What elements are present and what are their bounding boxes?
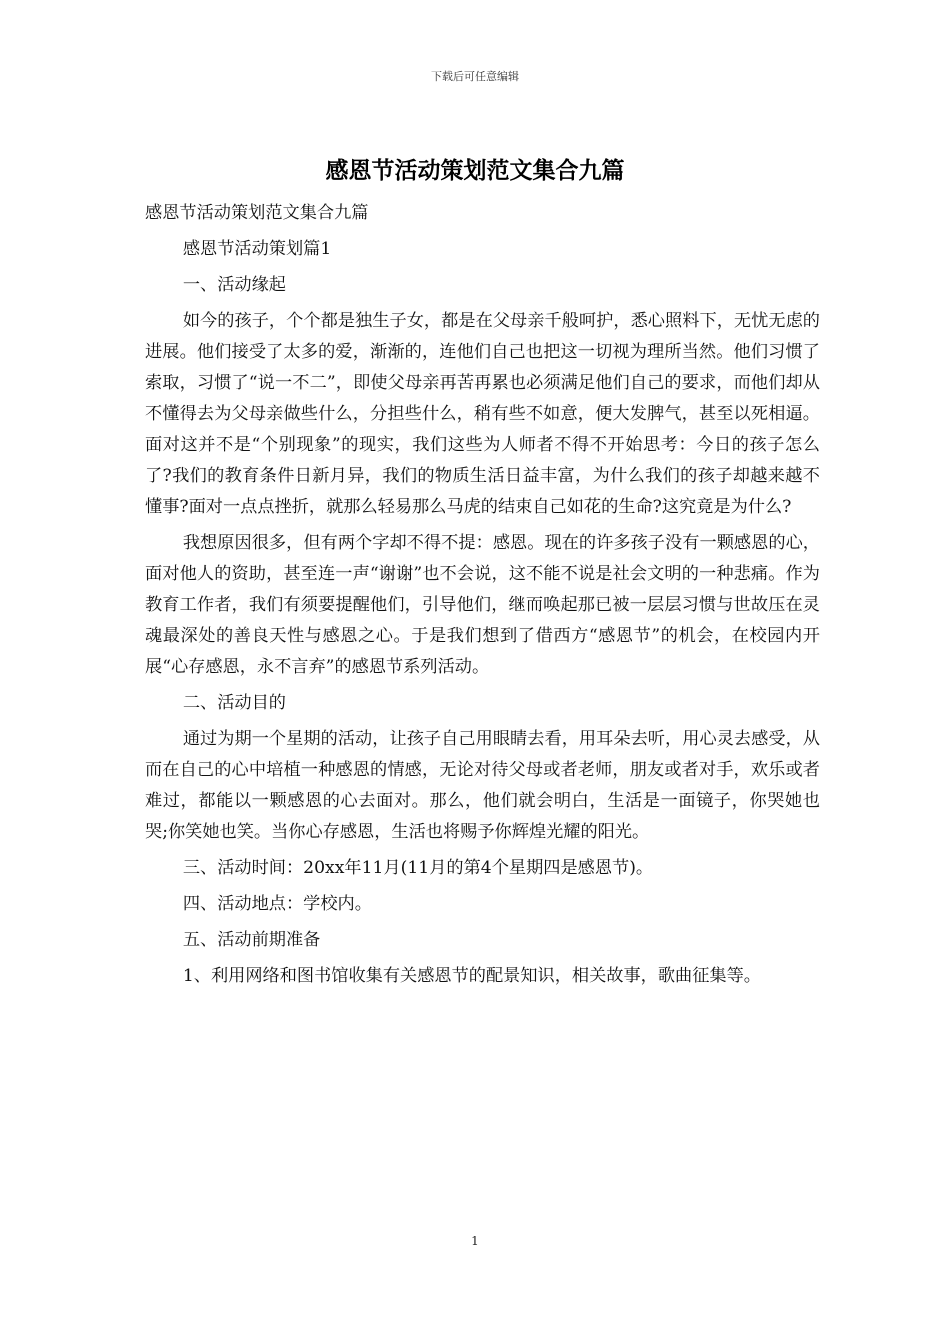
activity-location-line: 四、活动地点：学校内。: [182, 894, 372, 914]
body-paragraph: 我想原因很多，但有两个字却不得不提：感恩。现在的许多孩子没有一颗感恩的心，面对他人的资助，甚至连一声“谢谢”也不会说，这不能不说是社会文明的一种悲痛。作为教育工作者，我们有须要提醒他们，引导他们，继而唤起那已被一层层习惯与世故压在灵魂最深处的善良天性与感恩之心。于是我们想到了借西方“感恩节”的机会，在校园内开展“心存感恩，永不言弃”的感恩节系列活动。: [145, 533, 820, 677]
subtitle-paragraph: 感恩节活动策划范文集合九篇: [145, 203, 369, 223]
section-heading-plan-1: 感恩节活动策划篇1: [182, 239, 332, 259]
section-heading-purpose: 二、活动目的: [182, 693, 286, 713]
preparation-item: 1、利用网络和图书馆收集有关感恩节的配景知识，相关故事，歌曲征集等。: [182, 966, 761, 986]
page-header-note: 下载后可任意编辑: [431, 70, 519, 83]
section-heading-origin: 一、活动缘起: [182, 275, 286, 295]
body-paragraph: 如今的孩子，个个都是独生子女，都是在父母亲千般呵护，悉心照料下，无忧无虑的进展。他们接受了太多的爱，渐渐的，连他们自己也把这一切视为理所当然。他们习惯了索取，习惯了“说一不二”，即使父母亲再苦再累也必须满足他们自己的要求，而他们却从不懂得去为父母亲做些什么，分担些什么，稍有些不如意，便大发脾气，甚至以死相逼。面对这并不是“个别现象”的现实，我们这些为人师者不得不开始思考：今日的孩子怎么了?我们的教育条件日新月异，我们的物质生活日益丰富，为什么我们的孩子却越来越不懂事?面对一点点挫折，就那么轻易那么马虎的结束自己如花的生命?这究竟是为什么?: [145, 311, 820, 517]
document-title: 感恩节活动策划范文集合九篇: [325, 158, 625, 184]
activity-time-line: 三、活动时间：20xx年11月(11月的第4个星期四是感恩节)。: [182, 858, 654, 878]
page-number: 1: [471, 1234, 479, 1248]
document-body: [145, 198, 820, 997]
body-paragraph: 通过为期一个星期的活动，让孩子自己用眼睛去看，用耳朵去听，用心灵去感受，从而在自己的心中培植一种感恩的情感，无论对待父母或者老师，朋友或者对手，欢乐或者难过，都能以一颗感恩的心去面对。那么，他们就会明白，生活是一面镜子，你哭她也哭;你笑她也笑。当你心存感恩，生活也将赐予你辉煌光耀的阳光。: [145, 729, 820, 842]
section-heading-preparation: 五、活动前期准备: [182, 930, 321, 950]
